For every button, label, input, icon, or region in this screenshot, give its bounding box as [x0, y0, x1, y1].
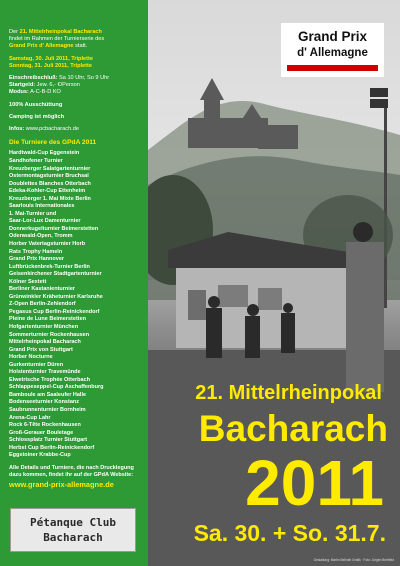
tournament-item: Edeka-Kohler-Cup Ettenheim [9, 188, 86, 195]
tournament-item: Pegasus Cup Berlin-Reinickendorf [9, 308, 100, 315]
tournament-item: Kölner Sextett [9, 278, 47, 285]
detail-value: Sa 10 Uhr, So 9 Uhr [57, 75, 110, 82]
tournament-item: Bodenseeturnier Konstanz [9, 399, 79, 406]
tournament-item: Sandhofener Turnier [9, 157, 63, 164]
tournament-item: Berliner Kastanienturnier [9, 286, 76, 293]
tournament-item: Sommerturnier Rockenhausen [9, 331, 90, 338]
payout-note: 100% Ausschüttung [9, 101, 63, 108]
tournament-item: Mittelrheinpokal Bacharach [9, 339, 81, 346]
event-town: Bacharach [198, 408, 388, 449]
detail-registration [9, 75, 145, 82]
tournament-item: Hardtwald-Cup Eggenstein [9, 150, 80, 157]
intro-line-2: findet im Rahmen der Turnierserie des [9, 36, 105, 43]
event-title: 21. Mittelrheinpokal [195, 382, 382, 404]
intro-suffix: statt. [73, 43, 88, 50]
detail-value: Jew. 6,- €/Person [35, 82, 80, 89]
detail-value: A-C-B-D KO [28, 89, 61, 96]
tournament-item: 1. Mai-Turnier und [9, 210, 57, 217]
tournament-item: Horber Nocturne [9, 354, 53, 361]
tournament-item: Saarlouis Internationales [9, 203, 75, 210]
logo-line-1: Grand Prix [297, 29, 368, 44]
event-details [9, 75, 145, 97]
tournament-item: Grand Prix Hannover [9, 256, 65, 263]
tournament-item: Rats Trophy Hameln [9, 248, 63, 255]
detail-label: Startgeld: [9, 82, 36, 89]
tournament-item: Herbst Cup Berlin-Reinickendorf [9, 444, 95, 451]
intro-text [9, 29, 145, 51]
tournament-item: Grand Prix von Stuttgart [9, 346, 73, 353]
tournament-item: Doublettes Blanches Otterbach [9, 180, 91, 187]
intro-event-name: 21. Mittelrheinpokal Bacharach [19, 29, 102, 35]
tournament-item: Donnerkugelturnier Beimerstetten [9, 225, 99, 232]
tournament-item: Holstenturnier Travemünde [9, 369, 81, 376]
tournament-item: Geisenkirchener Stadtgartenturnier [9, 271, 102, 278]
logo-line-2: d' Allemagne [297, 47, 368, 59]
detail-fee [9, 82, 145, 89]
club-name-box [10, 508, 136, 552]
intro-series-name: Grand Prix d' Allemagne [9, 43, 74, 50]
photo-credit: Gestaltung: Martin Bellroth Grafik · Foto: Jürgen Breitfeld [313, 558, 394, 562]
club-line-2: Bacharach [43, 531, 103, 544]
detail-label: Einschreibschluß: [9, 75, 58, 82]
event-year: 2011 [245, 447, 384, 519]
grand-prix-logo [281, 23, 384, 77]
club-line-1: Pétanque Club [29, 516, 117, 529]
tournament-item: Schlappeseppel-Cup Aschaffenburg [9, 384, 104, 391]
tournament-item: Kreuzberger Salatgartenturnier [9, 165, 91, 172]
tournament-item: Gurkenturnier Düren [9, 361, 64, 368]
tournament-item: Odenwald-Open, Tromm [9, 233, 73, 240]
tournament-item: Arena-Cup Lahr [9, 414, 51, 421]
footer-note: Alle Details und Turniere, die nach Drucklegung dazu kommen, findet ihr auf der GPdA Website: [9, 464, 134, 478]
info-line [9, 126, 145, 133]
tournament-item: Horber Vatertagsturnier Horb [9, 241, 86, 247]
tournament-item: Schlossplatz Turnier Stuttgart [9, 437, 88, 444]
tournaments-list [9, 150, 145, 459]
date-sunday: Sonntag, 31. Juli 2011, Triplette [9, 62, 93, 69]
event-dates-large: Sa. 30. + So. 31.7. [193, 520, 386, 546]
tournaments-heading: Die Turniere des GPdA 2011 [9, 139, 97, 147]
tournament-item: Eggstoiner Krabbe-Cup [9, 452, 71, 459]
tournament-item: Luftbrückenbrek-Turnier Berlin [9, 263, 90, 270]
tournament-item: Rock 6-Tête Rockenhausen [9, 422, 81, 429]
logo-red-bar [287, 65, 378, 71]
website-link[interactable]: www.grand-prix-allemagne.de [9, 479, 114, 489]
tournament-item: Kreuzberger 1. Mai Mixte Berlin [9, 195, 91, 202]
tournament-item: Saubrunnenturnier Bornheim [9, 407, 86, 414]
date-saturday: Samstag, 30. Juli 2011, Triplette [9, 55, 93, 62]
tournament-item: Saar-Lor-Lux Damenturnier [9, 218, 81, 225]
info-sidebar [0, 0, 148, 566]
tournament-item: Ostermontagsturnier Bruchsal [9, 173, 89, 180]
detail-mode [9, 89, 145, 96]
detail-label: Modus: [9, 89, 29, 96]
event-dates [9, 56, 145, 70]
tournament-item: Hofgartenturnier München [9, 324, 79, 331]
tournament-item: Groß-Gerauer Bouletage [9, 429, 74, 436]
sidebar-content [9, 29, 145, 488]
tournament-item: Bamboule am Saaleufer Halle [9, 391, 87, 398]
info-url[interactable]: www.pcbacharach.de [24, 126, 79, 133]
camping-note: Camping ist möglich [9, 113, 65, 120]
info-label: Infos: [9, 126, 25, 133]
intro-prefix: Der [9, 29, 20, 35]
tournament-item: Z-Open Berlin-Zehlendorf [9, 301, 76, 308]
tournament-item: Elwetrische Trophée Otterbach [9, 376, 90, 383]
tournament-item: Pleine de Lune Beimerstetten [9, 316, 87, 323]
tournament-item: Grünwinkler Kräheturnier Karlsruhe [9, 293, 103, 300]
